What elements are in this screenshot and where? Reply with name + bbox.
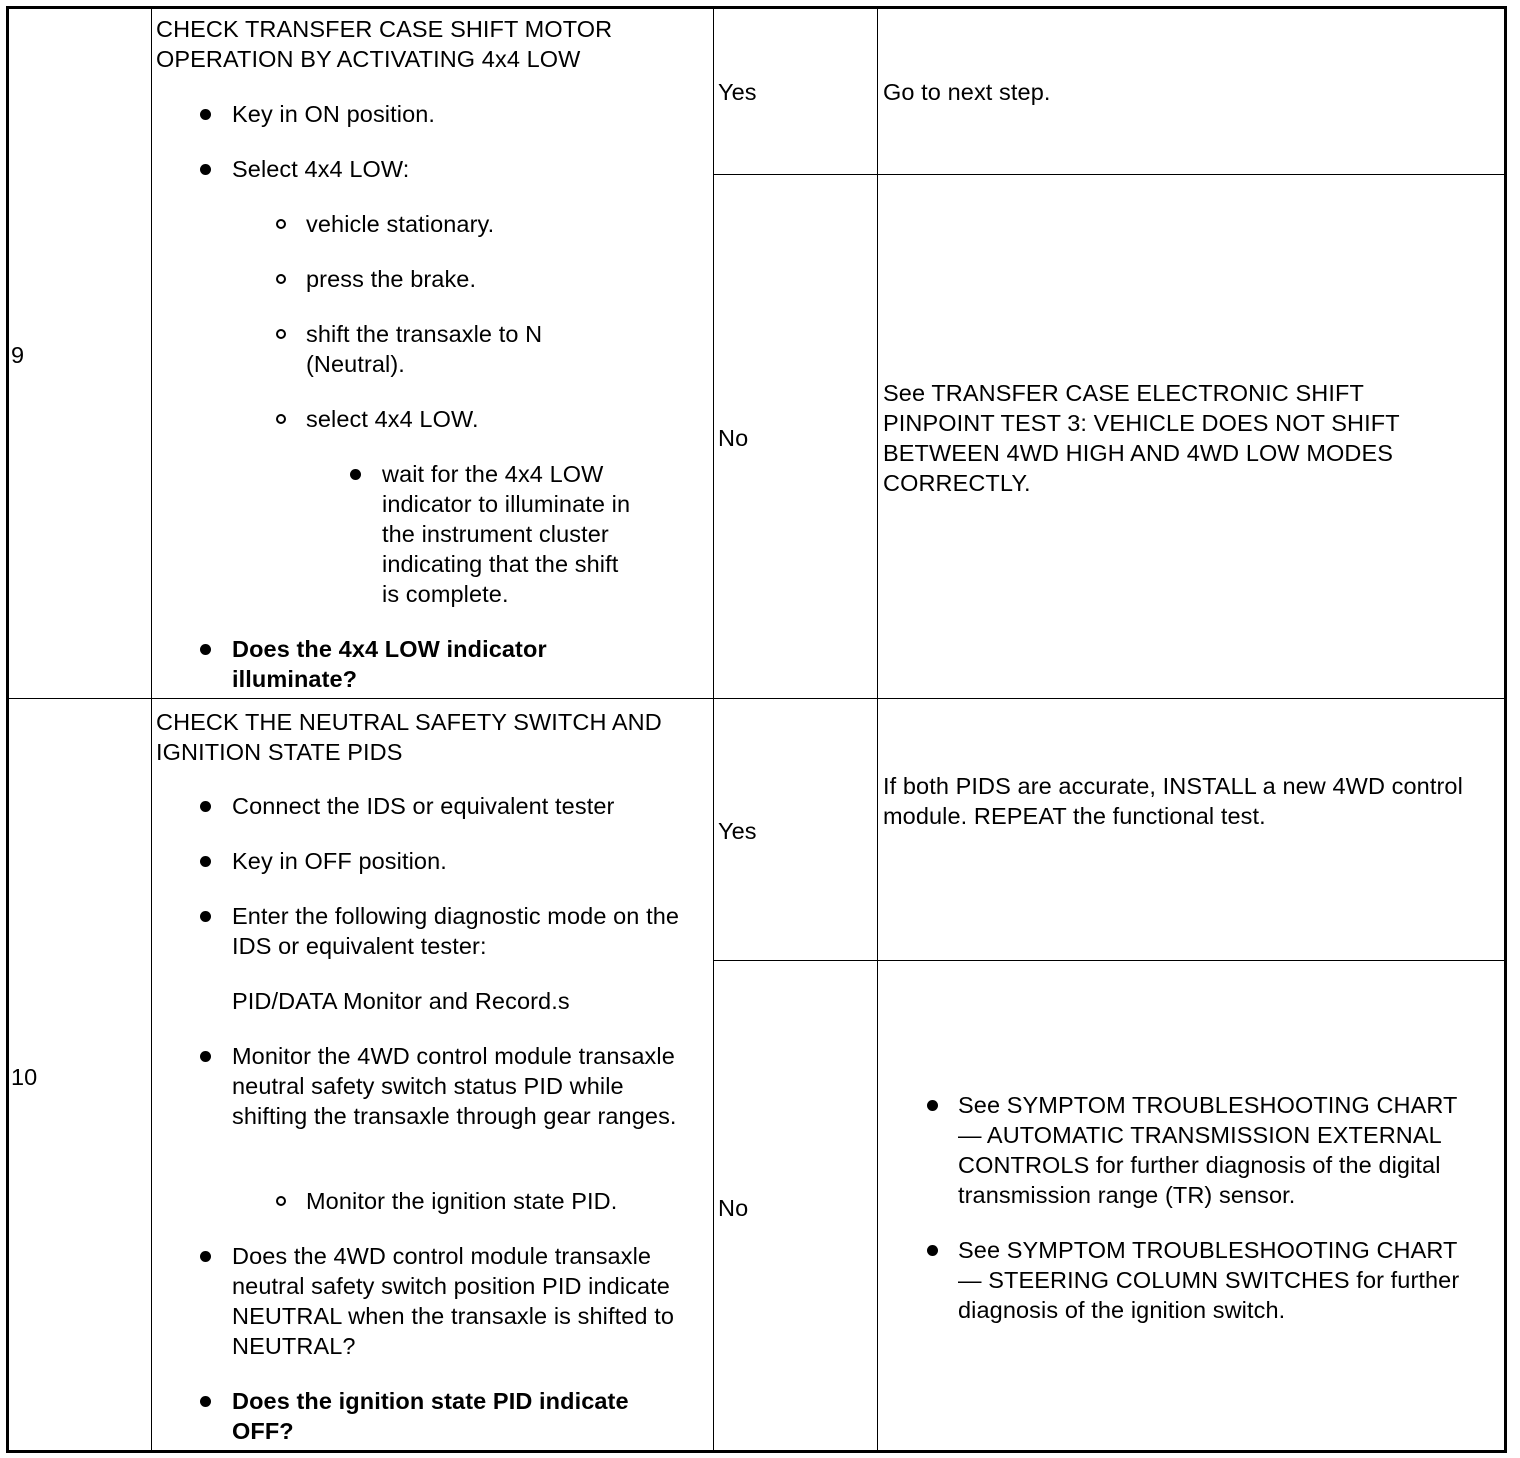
bullet-icon [927,1245,938,1256]
bullet-icon [200,109,211,120]
bullet-icon [200,801,211,812]
bullet-icon [200,1051,211,1062]
no-action-item: See SYMPTOM TROUBLESHOOTING CHART — STEERING COLUMN SWITCHES for further diagnosis of the ignition switch. [958,1237,1460,1323]
list-item: press the brake. [306,266,477,292]
no-label: No [718,425,749,451]
no-label: No [718,1195,749,1221]
list-item: Key in OFF position. [232,848,447,874]
bullet-icon [200,164,211,175]
yes-action: Go to next step. [883,79,1051,105]
circle-bullet-icon [276,329,286,339]
list-item: Monitor the 4WD control module transaxle neutral safety switch status PID while shifting the transaxle through gear ranges. [232,1043,677,1129]
column-divider-action [713,9,714,1450]
list-item: Select 4x4 LOW: [232,156,410,182]
circle-bullet-icon [276,219,286,229]
yes-label: Yes [718,818,757,844]
question-item: Does the 4x4 LOW indicator illuminate? [232,636,547,692]
step-number: 9 [11,342,25,368]
bullet-icon [200,1396,211,1407]
list-item: shift the transaxle to N (Neutral). [306,321,543,377]
circle-bullet-icon [276,274,286,284]
bullet-icon [350,469,361,480]
list-item: Enter the following diagnostic mode on the IDS or equivalent tester: [232,903,680,959]
list-item: Monitor the ignition state PID. [306,1188,618,1214]
question-item: Does the ignition state PID indicate OFF? [232,1388,629,1444]
column-divider-result [877,9,878,1450]
yes-action: If both PIDS are accurate, INSTALL a new 4WD control module. REPEAT the functional test. [883,773,1463,829]
no-action: See TRANSFER CASE ELECTRONIC SHIFT PINPOINT TEST 3: VEHICLE DOES NOT SHIFT BETWEEN 4WD HIGH AND 4WD LOW MODES CORRECTLY. [883,380,1400,496]
step-heading: CHECK TRANSFER CASE SHIFT MOTOR OPERATION BY ACTIVATING 4x4 LOW [156,16,613,72]
diagnostic-mode-text: PID/DATA Monitor and Record.s [232,988,570,1014]
yes-no-divider-step9 [713,174,1504,175]
bullet-icon [200,911,211,922]
bullet-icon [200,856,211,867]
yes-no-divider-step10 [713,960,1504,961]
bullet-icon [200,1251,211,1262]
no-action-item: See SYMPTOM TROUBLESHOOTING CHART — AUTOMATIC TRANSMISSION EXTERNAL CONTROLS for further diagnosis of the digital transmission range (TR) sensor. [958,1092,1458,1208]
list-item: wait for the 4x4 LOW indicator to illuminate in the instrument cluster indicating that the shift is complete. [382,461,631,607]
bullet-icon [927,1100,938,1111]
circle-bullet-icon [276,414,286,424]
list-item: select 4x4 LOW. [306,406,479,432]
yes-label: Yes [718,79,757,105]
step-heading: CHECK THE NEUTRAL SAFETY SWITCH AND IGNITION STATE PIDS [156,709,662,765]
circle-bullet-icon [276,1196,286,1206]
bullet-icon [200,644,211,655]
list-item: Connect the IDS or equivalent tester [232,793,615,819]
list-item: Does the 4WD control module transaxle neutral safety switch position PID indicate NEUTRAL when the transaxle is shifted to NEUTRAL? [232,1243,674,1359]
column-divider-step [151,9,152,1450]
list-item: vehicle stationary. [306,211,495,237]
row-divider [9,698,1504,699]
step-number: 10 [11,1064,38,1090]
list-item: Key in ON position. [232,101,436,127]
